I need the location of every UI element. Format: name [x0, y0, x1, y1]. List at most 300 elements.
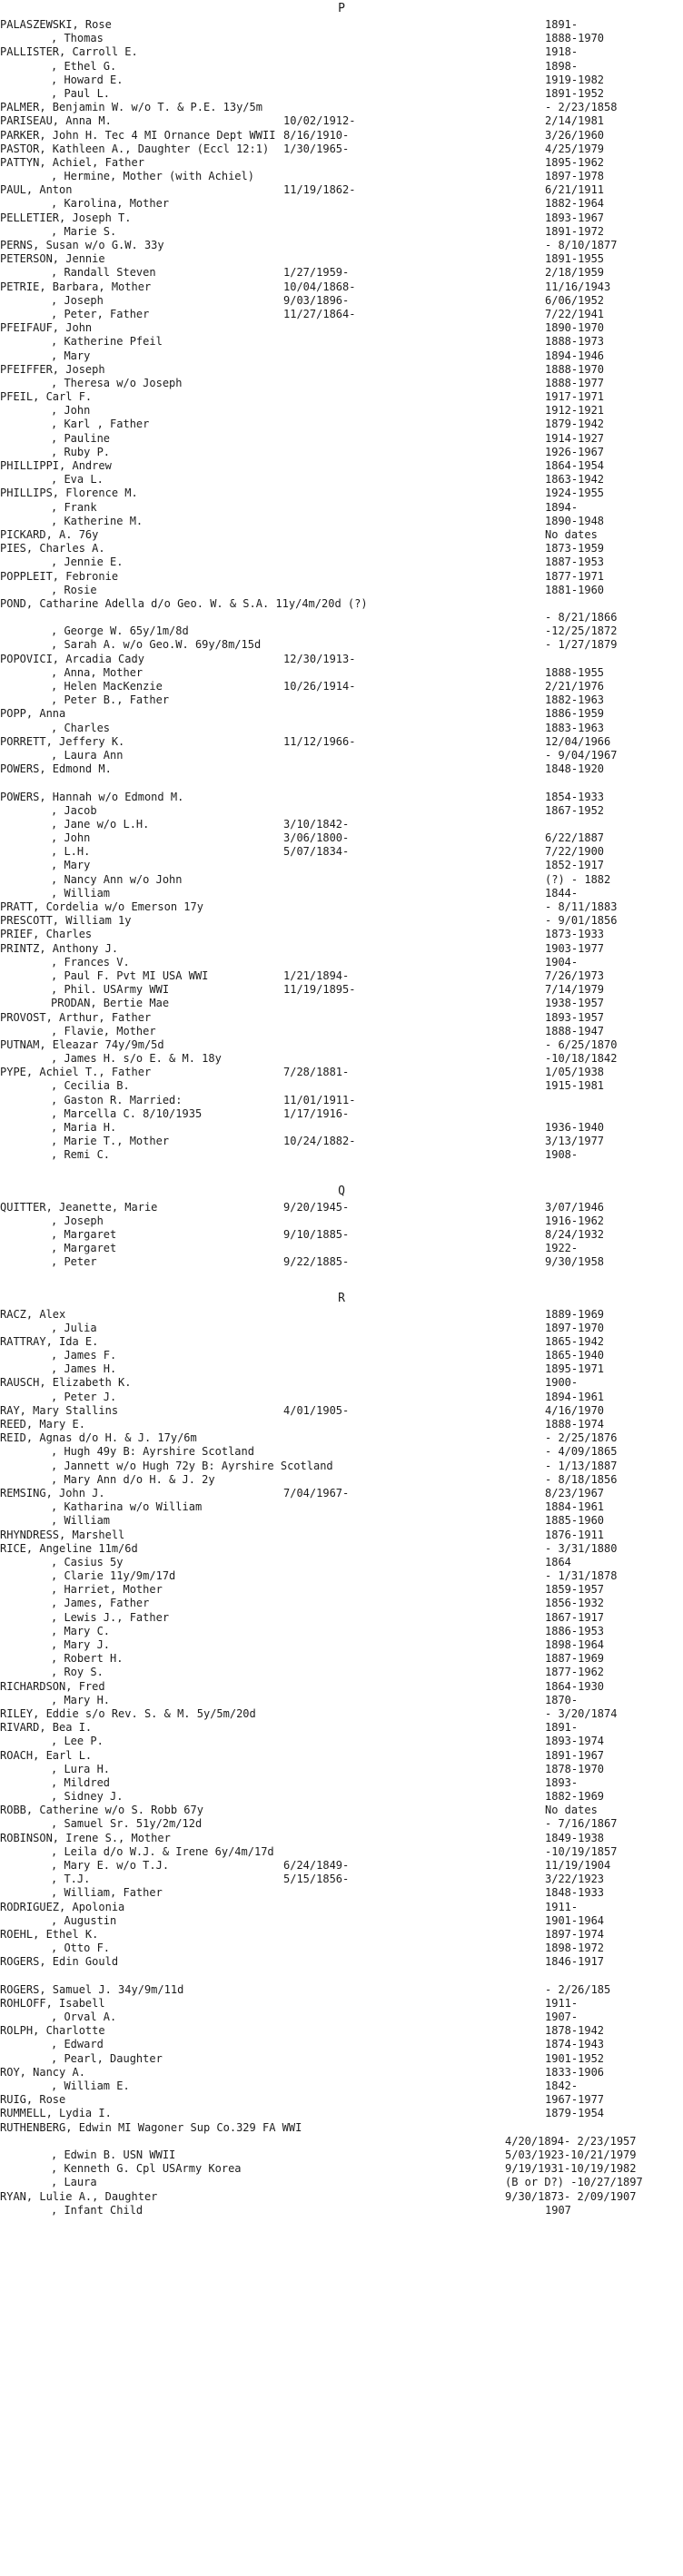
list-item — [0, 1094, 683, 1107]
entry-birth-date: 7/28/1881- — [283, 1066, 350, 1079]
list-item — [0, 1638, 683, 1652]
entry-name: ROEHL, Ethel K. — [0, 1927, 99, 1941]
list-item — [0, 1832, 683, 1845]
list-item — [0, 280, 683, 294]
entry-dates: 1867-1917 — [545, 1610, 605, 1624]
list-item — [0, 2204, 683, 2217]
entry-name: , Mary — [51, 859, 91, 872]
entry-name: ROLPH, Charlotte — [0, 2024, 105, 2038]
entry-name: , Helen MacKenzie — [51, 680, 163, 693]
list-item — [0, 2121, 683, 2135]
list-item — [0, 997, 683, 1010]
entry-name: , Roy S. — [51, 1666, 104, 1679]
entry-name: RATTRAY, Ida E. — [0, 1334, 99, 1348]
entry-dates: 1894- — [545, 500, 579, 514]
list-item — [0, 556, 683, 569]
list-item — [0, 1901, 683, 1914]
entry-name: , Infant Child — [51, 2203, 144, 2217]
list-item — [0, 1914, 683, 1928]
entry-dates: 4/25/1979 — [545, 142, 605, 155]
list-item — [0, 1242, 683, 1255]
entry-name: POPPLEIT, Febronie — [0, 569, 119, 583]
entry-dates: 7/22/1900 — [545, 845, 605, 859]
section-letter: R — [338, 1291, 345, 1305]
entry-birth-date: 3/06/1800- — [283, 831, 350, 845]
entry-birth-date: 11/19/1862- — [283, 183, 356, 197]
entry-name: , Cecilia B. — [51, 1079, 130, 1093]
entry-name: PYPE, Achiel T., Father — [0, 1066, 152, 1079]
list-item — [0, 528, 683, 542]
list-item — [0, 170, 683, 183]
entry-name: , Joseph — [51, 1214, 104, 1227]
entry-dates: 12/04/1966 — [545, 734, 611, 748]
entry-dates: 1895-1962 — [545, 155, 605, 169]
entry-name: RODRIGUEZ, Apolonia — [0, 1900, 125, 1913]
entry-dates: 1882-1964 — [545, 197, 605, 211]
list-item — [0, 1500, 683, 1514]
entry-dates: 1854-1933 — [545, 790, 605, 803]
entry-dates: 1893-1974 — [545, 1735, 605, 1748]
entry-birth-date: 6/24/1849- — [283, 1859, 350, 1872]
entry-dates: - 4/09/1865 — [545, 1445, 618, 1459]
entry-name: ROGERS, Samuel J. 34y/9m/11d — [0, 1982, 184, 1996]
entry-name: , Laura Ann — [51, 748, 124, 762]
entry-name: , Peter J. — [51, 1390, 117, 1403]
entry-dates: 1865-1940 — [545, 1349, 605, 1362]
entry-dates: 7/22/1941 — [545, 307, 605, 320]
entry-birth-date: 9/10/1885- — [283, 1227, 350, 1241]
entry-dates: - 8/18/1856 — [545, 1472, 618, 1486]
entry-birth-date: 3/10/1842- — [283, 817, 350, 831]
entry-name: , Charles — [51, 721, 111, 734]
list-item — [0, 1214, 683, 1228]
entry-birth-date: 9/03/1896- — [283, 293, 350, 307]
entry-name: , Margaret — [51, 1227, 117, 1241]
list-item — [0, 1542, 683, 1556]
entry-name: , Casius 5y — [51, 1555, 124, 1568]
entry-name: RICE, Angeline 11m/6d — [0, 1541, 138, 1555]
entry-name: PROVOST, Arthur, Father — [0, 1010, 152, 1024]
entry-name: , Mary — [51, 349, 91, 362]
entry-dates: 1873-1959 — [545, 542, 605, 556]
entry-name: , Jennie E. — [51, 556, 124, 569]
entry-dates: - 1/13/1887 — [545, 1459, 618, 1472]
list-item — [0, 2148, 683, 2162]
entry-dates: 1870- — [545, 1693, 579, 1706]
list-item — [0, 515, 683, 528]
entry-name: , Frances V. — [51, 955, 130, 968]
entry-dates: 2/14/1981 — [545, 114, 605, 128]
entry-dates: 1967-1977 — [545, 2093, 605, 2107]
entry-dates: 1844- — [545, 886, 579, 900]
entry-dates: 1907 — [545, 2203, 571, 2217]
list-item — [0, 1107, 683, 1121]
entry-dates: 1864-1954 — [545, 459, 605, 472]
entry-name: , Jane w/o L.H. — [51, 817, 150, 831]
entry-dates: 1911- — [545, 1996, 579, 2010]
entry-name: PORRETT, Jeffery K. — [0, 734, 125, 748]
entry-name: , L.H. — [51, 845, 91, 859]
entry-dates: 5/03/1923-10/21/1979 — [505, 2148, 637, 2161]
list-item — [0, 473, 683, 487]
list-item — [0, 900, 683, 914]
entry-name: RAUSCH, Elizabeth K. — [0, 1376, 132, 1390]
entry-name: ROACH, Earl L. — [0, 1748, 93, 1762]
entry-name: , Julia — [51, 1321, 97, 1334]
entry-name: , Theresa w/o Joseph — [51, 376, 183, 389]
list-item — [0, 969, 683, 983]
list-item — [0, 928, 683, 941]
entry-name: RACZ, Alex — [0, 1307, 66, 1321]
entry-name: , Jacob — [51, 803, 97, 817]
list-item — [0, 584, 683, 597]
entry-name: REID, Agnas d/o H. & J. 17y/6m — [0, 1431, 197, 1445]
entry-name: , Peter B., Father — [51, 693, 170, 707]
entry-dates: 1885-1960 — [545, 1514, 605, 1528]
section-rows — [0, 18, 683, 1163]
entry-birth-date: 1/17/1916- — [283, 1106, 350, 1120]
entry-name: RUMMELL, Lydia I. — [0, 2107, 112, 2120]
list-item — [0, 1735, 683, 1748]
entry-name: PASTOR, Kathleen A., Daughter (Eccl 12:1) — [0, 142, 270, 155]
entry-dates: 1911- — [545, 1900, 579, 1913]
list-item — [0, 197, 683, 211]
entry-name: , Lewis J., Father — [51, 1610, 170, 1624]
entry-name: POWERS, Hannah w/o Edmond M. — [0, 790, 184, 803]
entry-name: , Eva L. — [51, 473, 104, 487]
entry-name: , Karolina, Mother — [51, 197, 170, 211]
list-item — [0, 60, 683, 74]
entry-dates: 1891-1952 — [545, 86, 605, 100]
list-item — [0, 1228, 683, 1242]
entry-dates: 1888-1947 — [545, 1024, 605, 1037]
entry-dates: 3/07/1946 — [545, 1200, 605, 1214]
entry-name: , Samuel Sr. 51y/2m/12d — [51, 1817, 203, 1831]
entry-dates: 1888-1955 — [545, 665, 605, 679]
entry-name: POPP, Anna — [0, 707, 66, 721]
entry-name: , Leila d/o W.J. & Irene 6y/4m/17d — [51, 1844, 274, 1858]
entry-dates: 1884-1961 — [545, 1500, 605, 1514]
entry-dates: 1891- — [545, 1721, 579, 1735]
entry-name: , Katherine M. — [51, 514, 144, 527]
entry-name: ROGERS, Edin Gould — [0, 1955, 119, 1969]
entry-dates: 2/18/1959 — [545, 266, 605, 280]
entry-dates: 1893-1957 — [545, 1010, 605, 1024]
list-item — [0, 129, 683, 143]
entry-name: , Katherine Pfeil — [51, 335, 163, 349]
entry-dates: 2/21/1976 — [545, 680, 605, 693]
entry-name: , James F. — [51, 1349, 117, 1362]
list-item — [0, 2011, 683, 2024]
entry-dates: - 7/16/1867 — [545, 1817, 618, 1831]
list-item — [0, 1886, 683, 1900]
entry-dates: 1901-1964 — [545, 1913, 605, 1927]
list-item — [0, 1928, 683, 1942]
entry-dates: 1887-1969 — [545, 1652, 605, 1666]
entry-name: , John — [51, 404, 91, 418]
entry-name: , William E. — [51, 2079, 130, 2092]
list-item — [0, 252, 683, 266]
entry-dates: 1864 — [545, 1555, 571, 1568]
list-item — [0, 87, 683, 101]
list-item — [0, 1052, 683, 1066]
list-item — [0, 804, 683, 818]
entry-name: PRESCOTT, William 1y — [0, 914, 132, 928]
entry-dates: 9/30/1958 — [545, 1255, 605, 1269]
entry-dates: 1897-1974 — [545, 1927, 605, 1941]
entry-dates: 6/22/1887 — [545, 831, 605, 845]
list-item — [0, 377, 683, 390]
entry-name: , Pearl, Daughter — [51, 2051, 163, 2065]
entry-name: PAUL, Anton — [0, 183, 73, 197]
entry-birth-date: 1/30/1965- — [283, 142, 350, 155]
list-item — [0, 294, 683, 308]
entry-name: , James, Father — [51, 1597, 150, 1610]
entry-dates: - 1/27/1879 — [545, 638, 618, 652]
list-item — [0, 1121, 683, 1135]
list-item — [0, 114, 683, 128]
entry-dates: 1/05/1938 — [545, 1066, 605, 1079]
list-item — [0, 776, 683, 790]
entry-name: , Paul F. Pvt MI USA WWI — [51, 968, 209, 982]
entry-dates: 3/13/1977 — [545, 1135, 605, 1148]
list-item — [0, 542, 683, 556]
entry-name: RYAN, Lulie A., Daughter — [0, 2189, 158, 2203]
entry-dates: 1914-1927 — [545, 431, 605, 445]
list-item — [0, 1997, 683, 2011]
entry-dates: 1842- — [545, 2079, 579, 2092]
entry-name: , Jannett w/o Hugh 72y B: Ayrshire Scotland — [51, 1459, 333, 1472]
list-item — [0, 1445, 683, 1459]
entry-birth-date: 5/15/1856- — [283, 1873, 350, 1886]
list-item — [0, 1666, 683, 1679]
list-item — [0, 1942, 683, 1955]
entry-birth-date: 10/26/1914- — [283, 680, 356, 693]
entry-birth-date: 11/19/1895- — [283, 983, 356, 997]
list-item — [0, 653, 683, 666]
list-item — [0, 1625, 683, 1638]
entry-name: PIES, Charles A. — [0, 542, 105, 556]
entry-birth-date: 8/16/1910- — [283, 128, 350, 142]
entry-name: PUTNAM, Eleazar 74y/9m/5d — [0, 1037, 164, 1051]
list-item — [0, 873, 683, 887]
entry-dates: 1878-1942 — [545, 2024, 605, 2038]
entry-name: PARKER, John H. Tec 4 MI Ornance Dept WWII — [0, 128, 276, 142]
list-item — [0, 1680, 683, 1694]
entry-dates: -10/19/1857 — [545, 1844, 618, 1858]
entry-name: PICKARD, A. 76y — [0, 527, 99, 541]
entry-dates: 11/19/1904 — [545, 1859, 611, 1872]
entry-dates: 7/26/1973 — [545, 968, 605, 982]
entry-dates: 1924-1955 — [545, 487, 605, 500]
entry-dates: 1912-1921 — [545, 404, 605, 418]
entry-dates: 1891-1955 — [545, 252, 605, 266]
entry-name: , Marie S. — [51, 224, 117, 238]
entry-dates: 1852-1917 — [545, 859, 605, 872]
entry-dates: 4/16/1970 — [545, 1403, 605, 1417]
list-item — [0, 1404, 683, 1418]
list-item — [0, 570, 683, 584]
entry-birth-date: 9/20/1945- — [283, 1200, 350, 1214]
entry-dates: 1887-1953 — [545, 556, 605, 569]
entry-dates: - 1/31/1878 — [545, 1569, 618, 1583]
list-item — [0, 887, 683, 900]
entry-name: , Hermine, Mother (with Achiel) — [51, 170, 254, 183]
list-item — [0, 1583, 683, 1597]
list-item — [0, 983, 683, 997]
entry-name: , Randall Steven — [51, 266, 156, 280]
list-item — [0, 597, 683, 611]
entry-dates: 1897-1970 — [545, 1321, 605, 1334]
entry-dates: 1908- — [545, 1148, 579, 1162]
entry-dates: 1893-1967 — [545, 211, 605, 224]
entry-dates: 1873-1933 — [545, 928, 605, 941]
list-item — [0, 1322, 683, 1335]
list-item — [0, 942, 683, 956]
list-item — [0, 2052, 683, 2066]
entry-dates: 1926-1967 — [545, 445, 605, 458]
entry-dates: 1922- — [545, 1242, 579, 1255]
list-item — [0, 2024, 683, 2038]
entry-name: , Rosie — [51, 583, 97, 596]
entry-dates: 1888-1974 — [545, 1418, 605, 1431]
list-item — [0, 666, 683, 680]
entry-birth-date: 11/12/1966- — [283, 734, 356, 748]
list-item — [0, 722, 683, 735]
list-item — [0, 914, 683, 928]
entry-dates: 1898-1964 — [545, 1638, 605, 1651]
entry-name: , Peter — [51, 1255, 97, 1269]
entry-name: PFEIFAUF, John — [0, 321, 93, 335]
entry-name: PALASZEWSKI, Rose — [0, 18, 112, 31]
list-item — [0, 418, 683, 431]
entry-dates: - 9/04/1967 — [545, 748, 618, 762]
entry-name: PHILLIPPI, Andrew — [0, 459, 112, 472]
entry-dates: 1919-1982 — [545, 73, 605, 86]
entry-dates: - 2/23/1858 — [545, 101, 618, 114]
list-item — [0, 749, 683, 762]
list-item — [0, 1776, 683, 1790]
list-item — [0, 1569, 683, 1583]
list-item — [0, 390, 683, 404]
section-gap — [0, 1163, 683, 1183]
list-item — [0, 1066, 683, 1079]
entry-name: , Mary H. — [51, 1693, 111, 1706]
entry-name: , Karl , Father — [51, 418, 150, 431]
entry-dates: No dates — [545, 1804, 598, 1817]
entry-name: , Orval A. — [51, 2011, 117, 2024]
list-item — [0, 1955, 683, 1969]
entry-dates: 1833-1906 — [545, 2065, 605, 2079]
list-item — [0, 1721, 683, 1735]
entry-name: , Sidney J. — [51, 1790, 124, 1804]
entry-birth-date: 7/04/1967- — [283, 1486, 350, 1499]
list-item — [0, 818, 683, 831]
list-item — [0, 335, 683, 349]
entry-birth-date: 1/21/1894- — [283, 968, 350, 982]
list-item — [0, 2079, 683, 2093]
list-item — [0, 1694, 683, 1707]
entry-name: PRATT, Cordelia w/o Emerson 17y — [0, 900, 203, 913]
entry-birth-date: 4/01/1905- — [283, 1403, 350, 1417]
entry-dates: - 6/25/1870 — [545, 1037, 618, 1051]
entry-name: , Otto F. — [51, 1942, 111, 1955]
entry-name: PATTYN, Achiel, Father — [0, 155, 144, 169]
entry-dates: - 3/20/1874 — [545, 1706, 618, 1720]
entry-dates: - 2/26/185 — [545, 1982, 611, 1996]
entry-dates: 1901-1952 — [545, 2051, 605, 2065]
entry-dates: 1888-1977 — [545, 376, 605, 389]
entry-dates: 1883-1963 — [545, 721, 605, 734]
list-item — [0, 1011, 683, 1025]
list-item — [0, 239, 683, 252]
entry-dates: 1900- — [545, 1376, 579, 1390]
list-item — [0, 1845, 683, 1859]
entry-dates: 1904- — [545, 955, 579, 968]
section-letter: Q — [338, 1184, 345, 1198]
entry-dates: - 8/11/1883 — [545, 900, 618, 913]
entry-birth-date: 11/27/1864- — [283, 307, 356, 320]
entry-dates: 6/06/1952 — [545, 293, 605, 307]
entry-name: , Sarah A. w/o Geo.W. 69y/8m/15d — [51, 638, 262, 652]
entry-name: PALLISTER, Carroll E. — [0, 45, 138, 59]
entry-name: RUIG, Rose — [0, 2093, 66, 2107]
list-item — [0, 18, 683, 32]
entry-dates: - 8/21/1866 — [545, 611, 618, 624]
entry-name: ROBINSON, Irene S., Mother — [0, 1831, 171, 1844]
entry-dates: (?) - 1882 — [545, 872, 611, 886]
entry-birth-date: 12/30/1913- — [283, 652, 356, 665]
list-item — [0, 74, 683, 87]
entry-dates: 7/14/1979 — [545, 983, 605, 997]
entry-dates: 8/23/1967 — [545, 1486, 605, 1499]
entry-name: , Mary Ann d/o H. & J. 2y — [51, 1472, 215, 1486]
list-item — [0, 404, 683, 418]
list-item — [0, 1514, 683, 1528]
entry-name: , Edwin B. USN WWII — [51, 2148, 176, 2161]
list-item — [0, 1597, 683, 1610]
entry-dates: -10/18/1842 — [545, 1052, 618, 1066]
entry-name: , William, Father — [51, 1886, 163, 1900]
entry-dates: 1888-1970 — [545, 32, 605, 45]
list-item — [0, 845, 683, 859]
entry-dates: 1886-1959 — [545, 707, 605, 721]
list-item — [0, 211, 683, 225]
entry-dates: 1898-1972 — [545, 1942, 605, 1955]
list-item — [0, 183, 683, 197]
entry-dates: No dates — [545, 527, 598, 541]
entry-dates: 1874-1943 — [545, 2038, 605, 2051]
entry-dates: 9/19/1931-10/19/1982 — [505, 2162, 637, 2176]
list-item — [0, 1335, 683, 1349]
entry-dates: (B or D?) -10/27/1897 — [505, 2176, 643, 2189]
list-item — [0, 349, 683, 363]
list-item — [0, 1556, 683, 1569]
entry-dates: 1897-1978 — [545, 170, 605, 183]
list-item — [0, 1529, 683, 1542]
list-item — [0, 1201, 683, 1214]
entry-name: , James H. — [51, 1362, 117, 1376]
entry-name: , Lura H. — [51, 1762, 111, 1775]
entry-birth-date: 10/24/1882- — [283, 1135, 356, 1148]
entry-dates: 1888-1970 — [545, 362, 605, 376]
entry-name: , Kenneth G. Cpl USArmy Korea — [51, 2162, 242, 2176]
entry-dates: 1938-1957 — [545, 997, 605, 1010]
entry-dates: 1894-1961 — [545, 1390, 605, 1403]
entry-dates: 8/24/1932 — [545, 1227, 605, 1241]
list-item — [0, 2135, 683, 2148]
list-item — [0, 1025, 683, 1038]
